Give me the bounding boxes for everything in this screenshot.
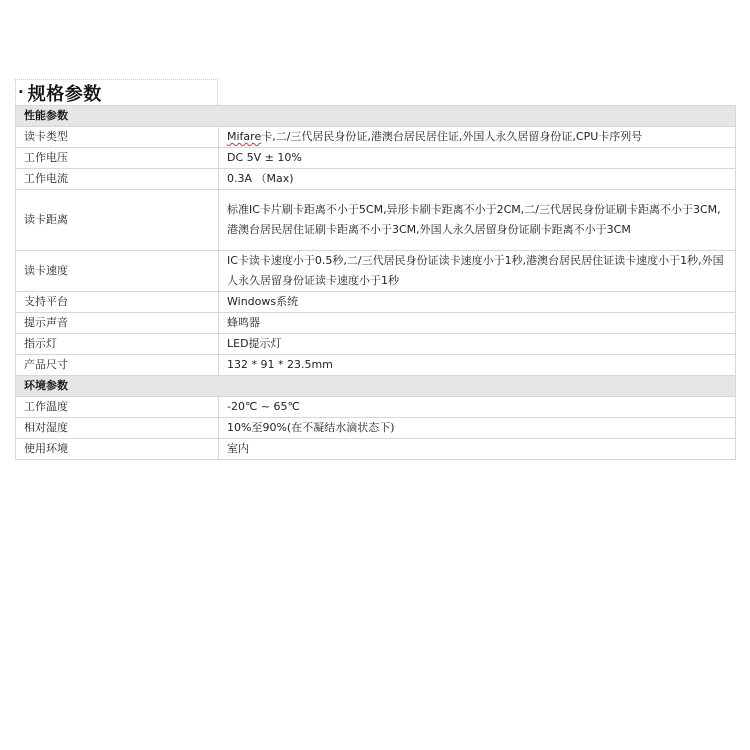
table-row <box>16 418 736 439</box>
spec-table <box>15 105 736 460</box>
table-row <box>16 292 736 313</box>
section-header-environment <box>16 376 736 397</box>
row-label: 工作电流 <box>16 169 219 190</box>
row-label: 读卡速度 <box>16 251 219 292</box>
table-row <box>16 251 736 292</box>
page-title: 规格参数 <box>27 83 102 105</box>
table-row <box>16 169 736 190</box>
row-value: 0.3A （Max) <box>219 169 736 190</box>
title-row <box>15 79 735 105</box>
table-row <box>16 127 736 148</box>
row-label: 产品尺寸 <box>16 355 219 376</box>
row-label: 读卡类型 <box>16 127 219 148</box>
table-row <box>16 313 736 334</box>
row-value: IC卡读卡速度小于0.5秒,二/三代居民身份证读卡速度小于1秒,港澳台居民居住证读卡速度小于1秒,外国人永久居留身份证读卡速度小于1秒 <box>219 251 736 292</box>
bullet-icon: · <box>18 83 24 101</box>
row-value: 室内 <box>219 439 736 460</box>
row-value: DC 5V ± 10% <box>219 148 736 169</box>
row-value <box>219 127 736 148</box>
spec-sheet <box>15 79 735 460</box>
row-value: LED提示灯 <box>219 334 736 355</box>
table-row <box>16 439 736 460</box>
title-spacer <box>218 79 735 105</box>
row-label: 读卡距离 <box>16 190 219 251</box>
row-label: 支持平台 <box>16 292 219 313</box>
row-value: 蜂鸣器 <box>219 313 736 334</box>
row-label: 工作温度 <box>16 397 219 418</box>
row-value: Windows系统 <box>219 292 736 313</box>
row-value-prefix: Mifare <box>227 130 262 143</box>
row-label: 工作电压 <box>16 148 219 169</box>
section-title: 性能参数 <box>16 106 736 127</box>
section-title: 环境参数 <box>16 376 736 397</box>
table-row <box>16 355 736 376</box>
row-value: 10%至90%(在不凝结水滴状态下) <box>219 418 736 439</box>
table-row <box>16 148 736 169</box>
table-row <box>16 334 736 355</box>
row-label: 使用环境 <box>16 439 219 460</box>
row-label: 指示灯 <box>16 334 219 355</box>
row-value: -20℃ ~ 65℃ <box>219 397 736 418</box>
row-value: 132 * 91 * 23.5mm <box>219 355 736 376</box>
section-header-performance <box>16 106 736 127</box>
row-value: 标准IC卡片刷卡距离不小于5CM,异形卡刷卡距离不小于2CM,二/三代居民身份证刷卡距离不小于3CM,港澳台居民居住证刷卡距离不小于3CM,外国人永久居留身份证刷卡距离不小于3CM <box>219 190 736 251</box>
row-value-text: 卡,二/三代居民身份证,港澳台居民居住证,外国人永久居留身份证,CPU卡序列号 <box>261 130 643 143</box>
row-label: 相对湿度 <box>16 418 219 439</box>
title-cell <box>15 79 218 105</box>
row-label: 提示声音 <box>16 313 219 334</box>
table-row <box>16 397 736 418</box>
table-row <box>16 190 736 251</box>
